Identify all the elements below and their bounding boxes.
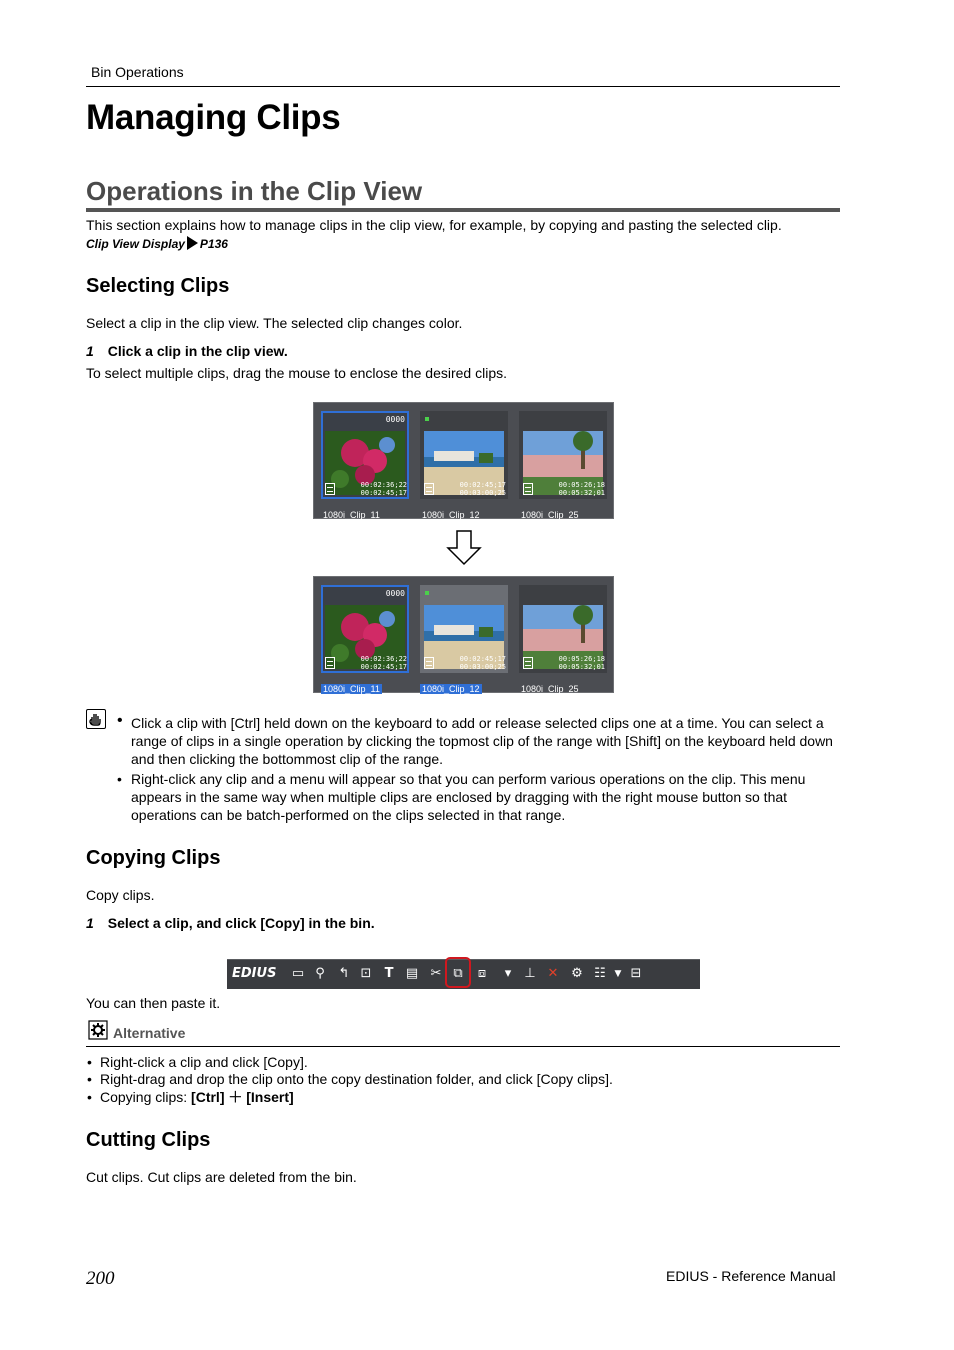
new-folder-icon[interactable]: ⊡ xyxy=(360,966,372,981)
step-text: Select a clip, and click [Copy] in the bin. xyxy=(107,915,375,931)
copying-intro: Copy clips. xyxy=(86,887,155,903)
film-icon xyxy=(424,657,434,669)
bullet: • xyxy=(87,1071,92,1087)
selecting-intro: Select a clip in the clip view. The selected clip changes color. xyxy=(86,315,463,331)
bullet: • xyxy=(87,1054,92,1070)
running-head: Bin Operations xyxy=(91,64,184,80)
section-intro: This section explains how to manage clips in the clip view, for example, by copying and pasting the selected clip. xyxy=(86,217,782,233)
clip-timecode: 00:05:26;18 00:05:32;01 xyxy=(558,481,605,497)
clip-name: 1080i_Clip_12 xyxy=(422,684,480,694)
clip-view-before xyxy=(313,402,614,519)
title-icon[interactable]: T xyxy=(384,966,394,981)
clip-timecode: 00:02:36;22 00:02:45;17 xyxy=(360,655,407,671)
page-title: Managing Clips xyxy=(86,98,341,137)
down-arrow-icon xyxy=(446,530,482,566)
insert-timeline-icon[interactable]: ⊥ xyxy=(524,966,536,981)
alternative-item xyxy=(87,1054,308,1071)
copying-after: You can then paste it. xyxy=(86,995,221,1011)
alternative-icon xyxy=(88,1020,108,1040)
clip-timecode: 00:02:45;17 00:03:00;25 xyxy=(459,481,506,497)
page-number: 200 xyxy=(86,1268,115,1289)
delete-icon[interactable]: ✕ xyxy=(547,966,559,981)
clip-timecode: 00:02:45;17 00:03:00;25 xyxy=(459,655,506,671)
clip-tile[interactable] xyxy=(420,585,508,694)
cutting-heading: Cutting Clips xyxy=(86,1129,211,1151)
clip-tile[interactable] xyxy=(519,585,607,694)
note-text: Right-click any clip and a menu will appear so that you can perform various operations on the clip. This menu appears in the same way when multiple clips are enclosed by dragging with the right mouse button so that operations can be batch-performed on the clips selected in that range. xyxy=(131,771,806,823)
copying-step xyxy=(86,915,375,931)
clip-tile[interactable] xyxy=(519,411,607,520)
bin-toolbar xyxy=(227,959,700,989)
alternative-text: Right-drag and drop the clip onto the copy destination folder, and click [Copy clips]. xyxy=(100,1071,613,1087)
selecting-heading: Selecting Clips xyxy=(86,275,230,297)
bullet: • xyxy=(117,712,123,729)
step-text: Click a clip in the clip view. xyxy=(107,343,288,359)
cross-reference[interactable] xyxy=(86,236,228,251)
dropdown-icon[interactable]: ▼ xyxy=(614,969,622,979)
bullet: • xyxy=(87,1089,92,1105)
shortcut-keys: [Ctrl] ＋ [Insert] xyxy=(191,1089,294,1105)
clip-number: 0000 xyxy=(385,415,405,424)
clip-name: 1080i_Clip_25 xyxy=(521,510,579,520)
xref-label: Clip View Display xyxy=(86,237,185,251)
color-bar-icon[interactable]: ▤ xyxy=(405,966,419,981)
film-icon xyxy=(325,657,335,669)
step-number: 1 xyxy=(86,915,94,931)
clip-tile[interactable] xyxy=(321,585,409,694)
clip-timecode: 00:02:36;22 00:02:45;17 xyxy=(360,481,407,497)
clip-tile[interactable] xyxy=(420,411,508,520)
highlight-ring xyxy=(445,957,471,988)
copying-heading: Copying Clips xyxy=(86,847,221,869)
step-number: 1 xyxy=(86,343,94,359)
preview-icon[interactable]: ▾ xyxy=(504,966,512,981)
film-icon xyxy=(523,657,533,669)
film-icon xyxy=(523,483,533,495)
clip-view-after xyxy=(313,576,614,693)
clip-name: 1080i_Clip_11 xyxy=(323,510,380,520)
section-title: Operations in the Clip View xyxy=(86,176,423,206)
view-icon[interactable]: ☷ xyxy=(594,966,606,981)
cut-icon[interactable]: ✂ xyxy=(430,966,442,981)
alternative-label: Alternative xyxy=(113,1025,186,1041)
note-item xyxy=(117,712,841,768)
section-rule xyxy=(86,208,840,212)
search-icon[interactable]: ⚲ xyxy=(315,966,325,981)
alternative-rule xyxy=(86,1046,840,1047)
selecting-step-note: To select multiple clips, drag the mouse to enclose the desired clips. xyxy=(86,365,507,381)
bin-icon[interactable]: ⊟ xyxy=(630,966,642,981)
footer-title: EDIUS - Reference Manual xyxy=(666,1268,836,1284)
selecting-step xyxy=(86,343,288,359)
bullet: • xyxy=(117,771,122,787)
cutting-intro: Cut clips. Cut clips are deleted from the bin. xyxy=(86,1169,357,1185)
shortcut-label: Copying clips: xyxy=(100,1089,192,1105)
status-indicator xyxy=(425,591,429,595)
copy-icon[interactable]: ⧉ xyxy=(453,966,463,981)
note-text: Click a clip with [Ctrl] held down on the keyboard to add or release selected clips one at a time. You can select a range of clips in a single operation by clicking the topmost clip of the range with [Shift] on the keyboard held down and then clicking the bottommost clip of the range. xyxy=(131,715,833,767)
clip-number: 0000 xyxy=(385,589,405,598)
clip-tile[interactable] xyxy=(321,411,409,520)
properties-icon[interactable]: ⚙ xyxy=(571,966,583,981)
film-icon xyxy=(424,483,434,495)
clip-name: 1080i_Clip_11 xyxy=(323,684,380,694)
alternative-item xyxy=(87,1071,613,1088)
paste-icon[interactable]: ⧈ xyxy=(477,966,487,981)
alternative-text: Right-click a clip and click [Copy]. xyxy=(100,1054,308,1070)
xref-page: P136 xyxy=(199,237,228,251)
note-item xyxy=(117,770,841,824)
alternative-item xyxy=(87,1089,294,1106)
folder-icon[interactable]: ▭ xyxy=(291,966,305,981)
clip-timecode: 00:05:26;18 00:05:32;01 xyxy=(558,655,605,671)
film-icon xyxy=(325,483,335,495)
header-rule xyxy=(86,86,840,87)
up-icon[interactable]: ↰ xyxy=(338,966,350,981)
note-icon xyxy=(86,709,106,729)
edius-logo: EDIUS xyxy=(232,966,277,981)
clip-name: 1080i_Clip_12 xyxy=(422,510,480,520)
arrow-icon xyxy=(187,236,198,250)
status-indicator xyxy=(425,417,429,421)
clip-name: 1080i_Clip_25 xyxy=(521,684,579,694)
